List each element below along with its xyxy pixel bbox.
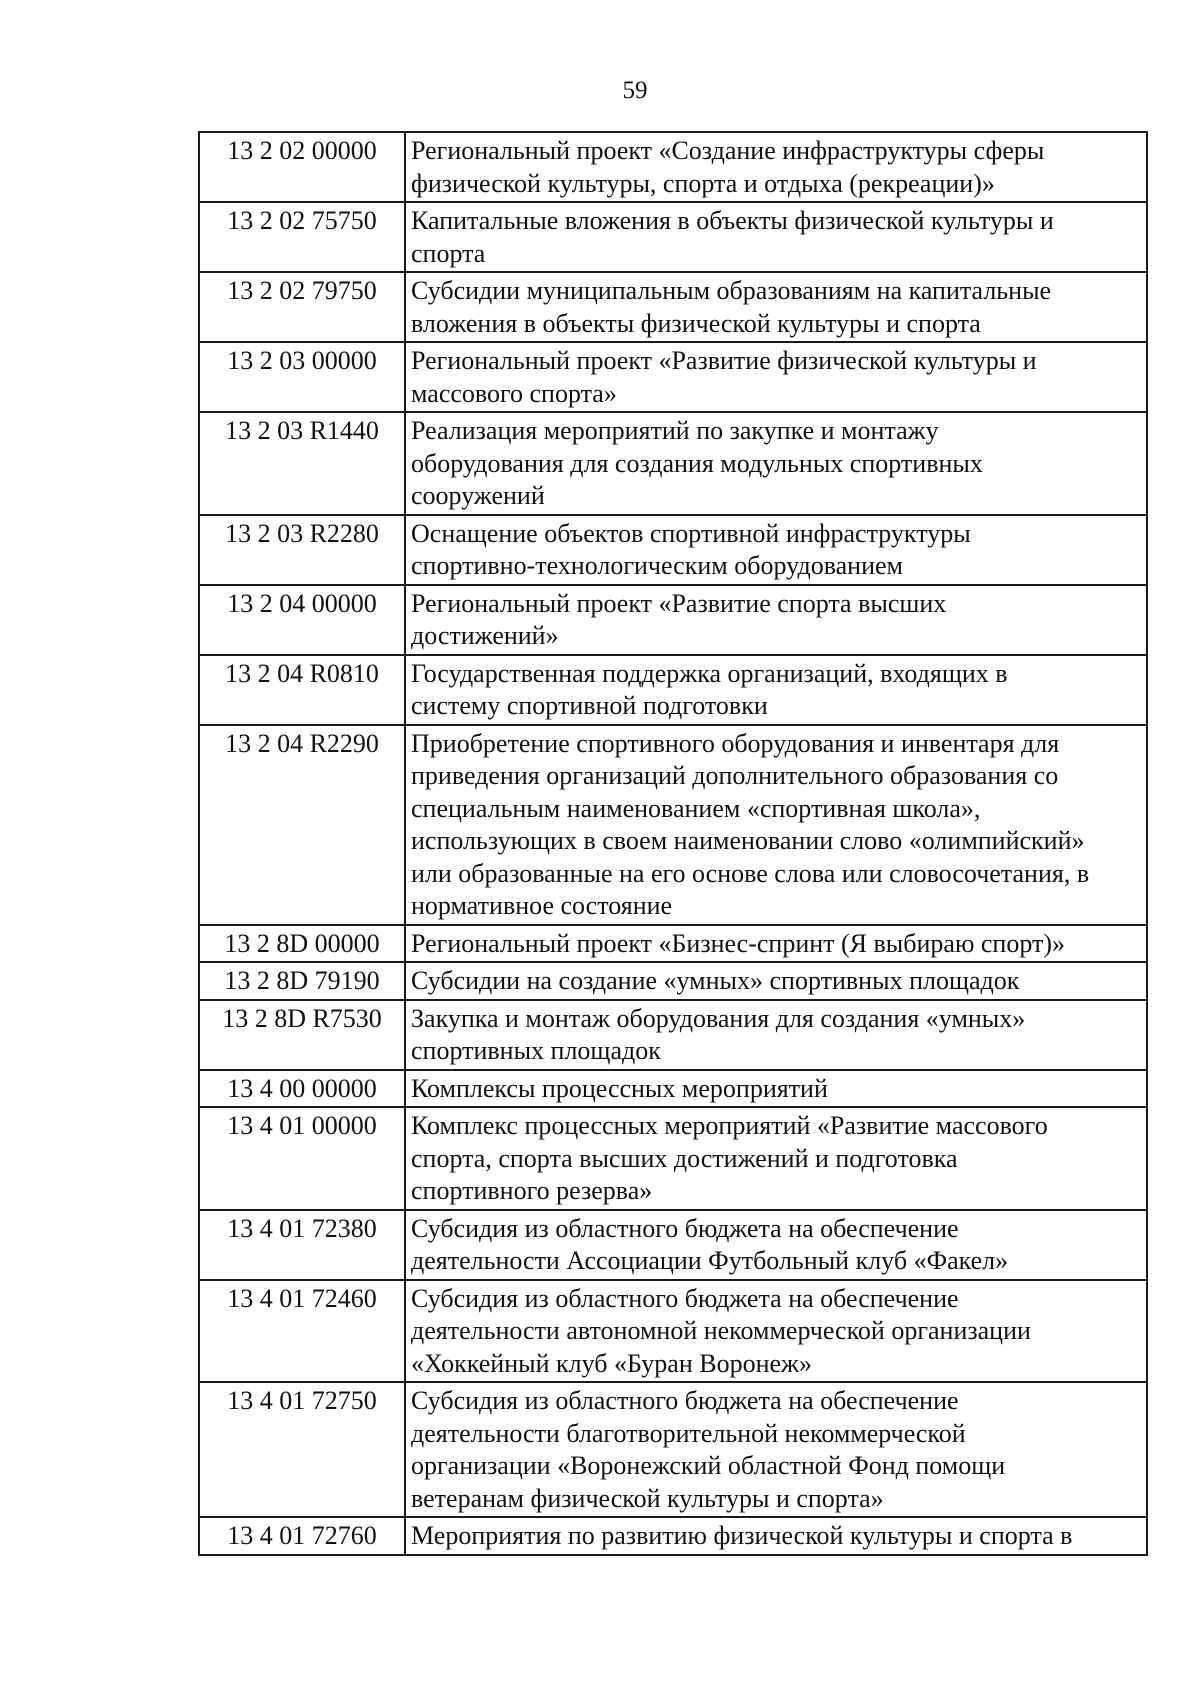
description-line: вложения в объекты физической культуры и спорта: [411, 308, 981, 338]
classification-code: 13 2 8D R7530: [199, 1000, 405, 1070]
table-body: [199, 132, 1147, 1555]
description-line: Капитальные вложения в объекты физической культуры и: [411, 206, 1054, 235]
description-line: оборудования для создания модульных спортивных: [411, 448, 983, 478]
description-line: нормативное состояние: [411, 891, 673, 920]
description-line: специальным наименованием «спортивная школа»,: [411, 793, 981, 823]
item-description: [405, 202, 1147, 272]
classification-code: 13 4 01 72760: [199, 1517, 405, 1555]
item-description: [405, 1000, 1147, 1070]
description-line: Комплекс процессных мероприятий «Развитие массового: [411, 1111, 1048, 1140]
item-description: [405, 1382, 1147, 1517]
description-line: Региональный проект «Создание инфраструктуры сферы: [411, 136, 1045, 165]
classification-code: 13 2 03 R1440: [199, 412, 405, 515]
description-line: Закупка и монтаж оборудования для создания «умных»: [411, 1003, 1026, 1033]
description-line: Реализация мероприятий по закупке и монтажу: [411, 416, 939, 445]
classification-code: 13 2 8D 79190: [199, 962, 405, 1000]
description-line: спорта: [411, 238, 486, 268]
item-description: [405, 925, 1147, 963]
description-line: использующих в своем наименовании слово «олимпийский»: [411, 826, 1085, 855]
description-line: Региональный проект «Развитие спорта высших: [411, 588, 947, 618]
classification-code: 13 2 03 00000: [199, 342, 405, 412]
item-description: [405, 655, 1147, 725]
description-line: Приобретение спортивного оборудования и инвентаря для: [411, 728, 1060, 758]
description-line: сооружений: [411, 481, 545, 510]
classification-code: 13 2 03 R2280: [199, 515, 405, 585]
classification-code: 13 4 01 72380: [199, 1210, 405, 1280]
description-line: приведения организаций дополнительного образования со: [411, 761, 1059, 790]
item-description: [405, 962, 1147, 1000]
table-row: [199, 272, 1147, 342]
table-row: [199, 962, 1147, 1000]
table-row: [199, 585, 1147, 655]
item-description: [405, 132, 1147, 202]
classification-code: 13 2 02 00000: [199, 132, 405, 202]
description-line: физической культуры, спорта и отдыха (рекреации)»: [411, 168, 995, 198]
table-row: [199, 1280, 1147, 1383]
classification-code: 13 2 02 79750: [199, 272, 405, 342]
description-line: спортивно-технологическим оборудованием: [411, 551, 903, 580]
item-description: [405, 725, 1147, 925]
table-row: [199, 725, 1147, 925]
table-row: [199, 1382, 1147, 1517]
table-row: [199, 515, 1147, 585]
description-line: деятельности автономной некоммерческой организации: [411, 1316, 1031, 1345]
item-description: [405, 412, 1147, 515]
classification-code: 13 2 04 R0810: [199, 655, 405, 725]
item-description: [405, 1210, 1147, 1280]
description-line: ветеранам физической культуры и спорта»: [411, 1483, 884, 1513]
classification-code: 13 4 01 72460: [199, 1280, 405, 1383]
description-line: деятельности Ассоциации Футбольный клуб «Факел»: [411, 1246, 1009, 1275]
description-line: массового спорта»: [411, 378, 617, 408]
item-description: [405, 515, 1147, 585]
item-description: [405, 272, 1147, 342]
table-row: [199, 925, 1147, 963]
classification-code: 13 4 00 00000: [199, 1070, 405, 1108]
budget-classification-table: [198, 131, 1148, 1556]
description-line: Субсидии муниципальным образованиям на капитальные: [411, 276, 1052, 305]
description-line: Субсидия из областного бюджета на обеспечение: [411, 1213, 959, 1243]
description-line: Государственная поддержка организаций, входящих в: [411, 658, 1008, 688]
description-line: спортивного резерва»: [411, 1176, 653, 1205]
description-line: Субсидия из областного бюджета на обеспечение: [411, 1386, 959, 1415]
description-line: организации «Воронежский областной Фонд помощи: [411, 1451, 1006, 1480]
description-line: достижений»: [411, 621, 559, 650]
table-row: [199, 132, 1147, 202]
description-line: Субсидия из областного бюджета на обеспечение: [411, 1283, 959, 1313]
description-line: «Хоккейный клуб «Буран Воронеж»: [411, 1348, 812, 1378]
description-line: или образованные на его основе слова или словосочетания, в: [411, 858, 1090, 888]
table-row: [199, 1070, 1147, 1108]
table-row: [199, 1210, 1147, 1280]
classification-code: 13 2 8D 00000: [199, 925, 405, 963]
item-description: [405, 342, 1147, 412]
table-row: [199, 412, 1147, 515]
classification-code: 13 2 04 R2290: [199, 725, 405, 925]
item-description: [405, 1107, 1147, 1210]
item-description: [405, 1280, 1147, 1383]
description-line: Оснащение объектов спортивной инфраструктуры: [411, 518, 971, 548]
description-line: деятельности благотворительной некоммерческой: [411, 1418, 966, 1448]
description-line: спорта, спорта высших достижений и подготовка: [411, 1143, 958, 1173]
classification-code: 13 4 01 00000: [199, 1107, 405, 1210]
description-line: систему спортивной подготовки: [411, 691, 768, 720]
description-line: Комплексы процессных мероприятий: [411, 1073, 828, 1103]
classification-code: 13 2 02 75750: [199, 202, 405, 272]
description-line: Мероприятия по развитию физической культуры и спорта в: [411, 1521, 1073, 1550]
item-description: [405, 1517, 1147, 1555]
table-row: [199, 202, 1147, 272]
table-row: [199, 1107, 1147, 1210]
description-line: Субсидии на создание «умных» спортивных площадок: [411, 966, 1020, 995]
classification-code: 13 4 01 72750: [199, 1382, 405, 1517]
description-line: Региональный проект «Бизнес-спринт (Я выбираю спорт)»: [411, 928, 1066, 958]
description-line: спортивных площадок: [411, 1036, 661, 1065]
table-row: [199, 342, 1147, 412]
page-number: 59: [622, 77, 648, 104]
classification-code: 13 2 04 00000: [199, 585, 405, 655]
item-description: [405, 1070, 1147, 1108]
item-description: [405, 585, 1147, 655]
table-row: [199, 1517, 1147, 1555]
table-row: [199, 655, 1147, 725]
description-line: Региональный проект «Развитие физической культуры и: [411, 346, 1037, 375]
table-row: [199, 1000, 1147, 1070]
